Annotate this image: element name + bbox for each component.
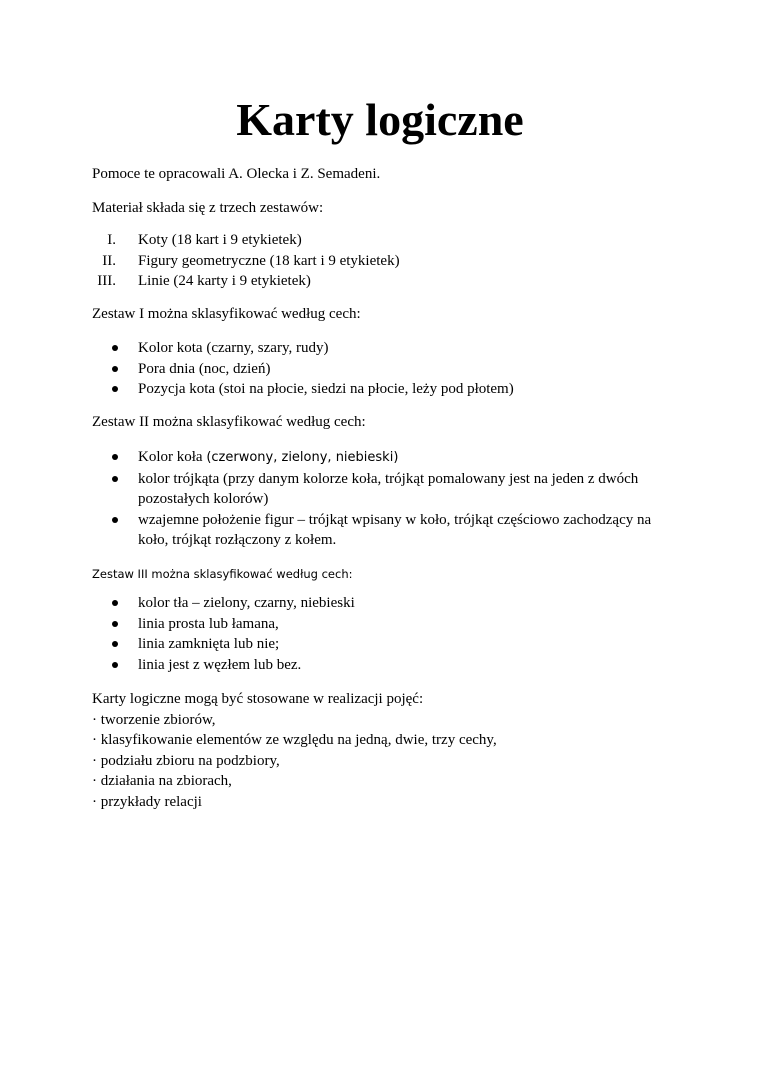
list-number: I. [107, 232, 116, 248]
list-item: · podziału zbioru na podzbiory, [92, 752, 280, 769]
list-text: kolor tła – zielony, czarny, niebieski [138, 595, 355, 611]
set2-heading: Zestaw II można sklasyfikować według cech: [92, 414, 366, 430]
bullet-icon [112, 386, 118, 392]
list-item [92, 379, 678, 400]
bullet-icon [112, 641, 118, 647]
list-text: wzajemne położenie figur – trójkąt wpisany w koło, trójkąt częściowo zachodzący na koło, trójkąt rozłączony z kołem. [138, 511, 652, 548]
list-item [92, 338, 678, 359]
list-text-extra: (czerwony, zielony, niebieski) [206, 450, 399, 465]
set1-features [92, 338, 678, 400]
list-item: · działania na zbiorach, [92, 773, 232, 789]
list-item [92, 593, 678, 614]
bullet-icon [112, 600, 118, 606]
list-item [92, 469, 678, 510]
list-text: kolor trójkąta (przy danym kolorze koła, trójkąt pomalowany jest na jeden z dwóch pozostałych kolorów) [138, 470, 639, 507]
authors-line: Pomoce te opracowali A. Olecka i Z. Semadeni. [92, 166, 381, 182]
usage-intro: Karty logiczne mogą być stosowane w realizacji pojęć: [92, 691, 424, 707]
list-text: Pozycja kota (stoi na płocie, siedzi na płocie, leży pod płotem) [138, 381, 514, 397]
bullet-icon [112, 517, 118, 523]
list-item: · klasyfikowanie elementów ze względu na jedną, dwie, trzy cechy, [92, 732, 497, 748]
bullet-icon [112, 621, 118, 627]
set2-features [92, 447, 678, 551]
bullet-icon [112, 345, 118, 351]
list-text: Koty (18 kart i 9 etykietek) [138, 232, 302, 248]
list-item [92, 634, 678, 655]
set1-heading: Zestaw I można sklasyfikować według cech: [92, 306, 361, 322]
list-item [92, 359, 678, 380]
list-text: linia jest z węzłem lub bez. [138, 656, 302, 673]
list-text: linia zamknięta lub nie; [138, 636, 280, 652]
list-text: Linie (24 karty i 9 etykietek) [138, 273, 311, 289]
sets-intro: Materiał składa się z trzech zestawów: [92, 200, 324, 216]
bullet-icon [112, 476, 118, 482]
list-text: linia prosta lub łamana, [138, 615, 279, 632]
list-number: III. [97, 273, 116, 289]
list-item [92, 614, 678, 635]
list-item: · przykłady relacji [92, 793, 202, 810]
document-title: Karty logiczne [236, 94, 524, 145]
list-number: II. [102, 252, 116, 269]
usage-block [92, 689, 497, 812]
list-item [92, 447, 678, 469]
list-text: Kolor kota (czarny, szary, rudy) [138, 340, 329, 356]
list-text: Pora dnia (noc, dzień) [138, 360, 271, 377]
bullet-icon [112, 366, 118, 372]
bullet-icon [112, 454, 118, 460]
list-item [92, 510, 678, 551]
set3-heading: Zestaw III można sklasyfikować według cech: [92, 567, 353, 581]
list-text: Kolor koła [138, 449, 207, 465]
list-text: Figury geometryczne (18 kart i 9 etykietek) [138, 252, 400, 269]
set3-features [92, 593, 678, 675]
list-item: · tworzenie zbiorów, [92, 711, 216, 728]
list-item [92, 655, 678, 676]
bullet-icon [112, 662, 118, 668]
